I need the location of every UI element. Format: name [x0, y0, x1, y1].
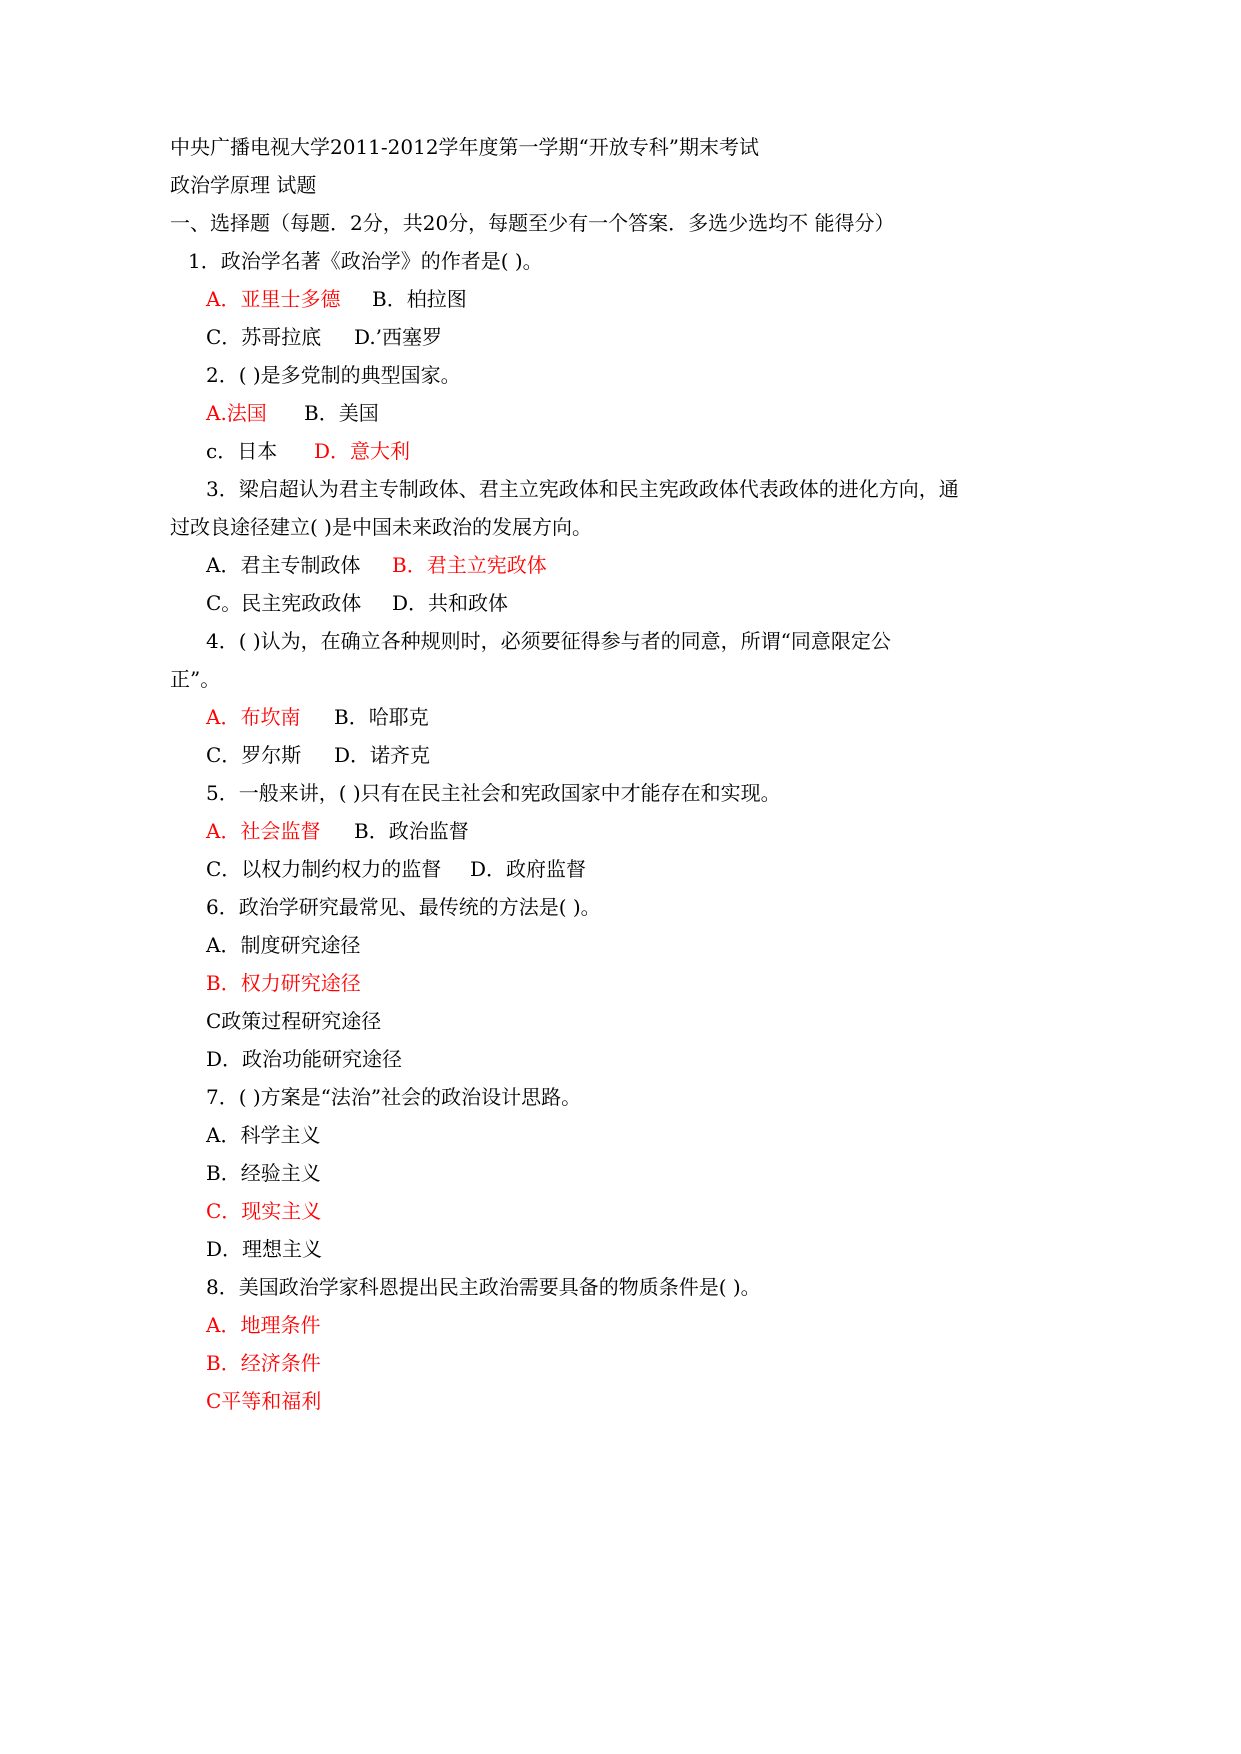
question-6-stem: 6．政治学研究最常见、最传统的方法是( )。 [206, 895, 601, 919]
question-2-option-b: B．美国 [304, 401, 379, 425]
question-7-option-b: B．经验主义 [206, 1161, 321, 1185]
question-4-stem-line-2: 正”。 [170, 667, 221, 691]
question-6-option-a: A．制度研究途径 [206, 933, 361, 957]
section-heading: 一、选择题（每题．2分，共20分，每题至少有一个答案．多选少选均不 能得分） [170, 211, 895, 235]
question-2-option-c: c．日本 [206, 439, 278, 463]
question-8-stem: 8．美国政治学家科恩提出民主政治需要具备的物质条件是( )。 [206, 1275, 761, 1299]
question-4-option-d: D．诺齐克 [334, 743, 431, 767]
question-2-option-d: D．意大利 [314, 439, 411, 463]
question-2-option-a: A.法国 [206, 401, 267, 425]
exam-title: 中央广播电视大学2011-2012学年度第一学期“开放专科”期末考试 [170, 135, 760, 159]
question-1-option-a: A．亚里士多德 [206, 287, 341, 311]
question-5-option-d: D．政府监督 [470, 857, 587, 881]
question-1-option-c: C．苏哥拉底 [206, 325, 322, 349]
question-4-option-c: C．罗尔斯 [206, 743, 302, 767]
question-8-option-b: B．经济条件 [206, 1351, 321, 1375]
question-6-option-b: B．权力研究途径 [206, 971, 361, 995]
question-7-option-a: A．科学主义 [206, 1123, 321, 1147]
question-5-option-c: C．以权力制约权力的监督 [206, 857, 442, 881]
question-3-stem-line-1: 3．梁启超认为君主专制政体、君主立宪政体和民主宪政政体代表政体的进化方向，通 [206, 477, 959, 501]
question-4-option-b: B．哈耶克 [334, 705, 429, 729]
question-6-option-d: D．政治功能研究途径 [206, 1047, 403, 1071]
question-1-stem: 1．政治学名著《政治学》的作者是( )。 [188, 249, 543, 273]
question-7-option-d: D．理想主义 [206, 1237, 323, 1261]
question-3-option-b: B．君主立宪政体 [392, 553, 547, 577]
question-1-option-b: B．柏拉图 [372, 287, 467, 311]
question-3-stem-line-2: 过改良途径建立( )是中国未来政治的发展方向。 [170, 515, 592, 539]
question-4-option-a: A．布坎南 [206, 705, 301, 729]
exam-subtitle: 政治学原理 试题 [170, 173, 317, 197]
question-5-stem: 5．一般来讲，( )只有在民主社会和宪政国家中才能存在和实现。 [206, 781, 781, 805]
question-8-option-c: C平等和福利 [206, 1389, 322, 1413]
question-5-option-a: A．社会监督 [206, 819, 321, 843]
question-3-option-d: D．共和政体 [392, 591, 509, 615]
question-7-option-c: C．现实主义 [206, 1199, 322, 1223]
question-7-stem: 7．( )方案是“法治”社会的政治设计思路。 [206, 1085, 582, 1109]
question-8-option-a: A．地理条件 [206, 1313, 321, 1337]
question-4-stem-line-1: 4．( )认为，在确立各种规则时，必须要征得参与者的同意，所谓“同意限定公 [206, 629, 891, 653]
question-3-option-c: C。民主宪政政体 [206, 591, 362, 615]
question-6-option-c: C政策过程研究途径 [206, 1009, 382, 1033]
question-2-stem: 2．( )是多党制的典型国家。 [206, 363, 461, 387]
question-3-option-a: A．君主专制政体 [206, 553, 361, 577]
question-1-option-d: D.’西塞罗 [354, 325, 443, 349]
question-5-option-b: B．政治监督 [354, 819, 469, 843]
